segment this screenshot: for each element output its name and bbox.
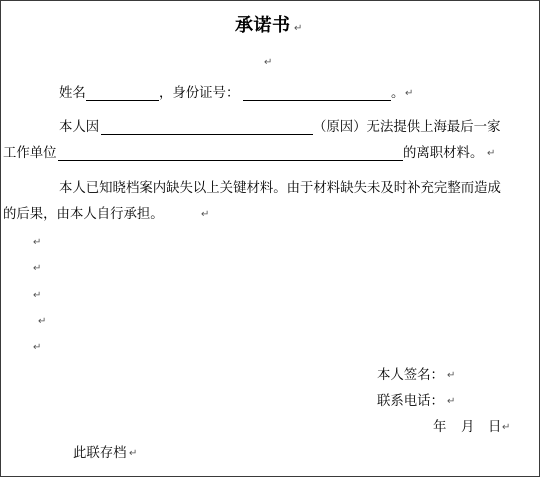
document-title: 承诺书 xyxy=(235,15,291,36)
date-year-label: 年 xyxy=(433,420,447,435)
empty-paragraph-mark-icon: ↵ xyxy=(33,342,42,353)
reason-line-suffix: （原因）无法提供上海最后一家 xyxy=(313,120,501,135)
name-line-end-period: 。 xyxy=(391,86,405,101)
paragraph-mark-icon: ↵ xyxy=(201,209,210,220)
paragraph-mark-icon: ↵ xyxy=(405,88,414,99)
signature-label: 本人签名： xyxy=(377,368,444,383)
name-label: 姓名 xyxy=(59,86,86,101)
empty-paragraph-mark-icon: ↵ xyxy=(33,290,42,301)
acknowledgement-text-line-2: 的后果，由本人自行承担。 xyxy=(3,207,164,222)
empty-paragraph-mark-icon: ↵ xyxy=(264,57,273,68)
acknowledgement-text-line-1: 本人已知晓档案内缺失以上关键材料。由于材料缺失未及时补充完整而造成 xyxy=(59,181,501,196)
paragraph-mark-icon: ↵ xyxy=(294,23,303,34)
employer-line-prefix: 工作单位 xyxy=(3,146,57,161)
phone-label: 联系电话： xyxy=(377,394,444,409)
reason-line-prefix: 本人因 xyxy=(59,120,100,135)
empty-paragraph-mark-icon: ↵ xyxy=(38,316,47,327)
id-number-blank-field[interactable] xyxy=(243,85,391,101)
date-month-label: 月 xyxy=(461,420,475,435)
archive-copy-note: 此联存档 xyxy=(73,446,127,461)
paragraph-mark-icon: ↵ xyxy=(487,148,496,159)
id-number-label: ，身份证号： xyxy=(159,86,240,101)
employer-line-suffix: 的离职材料。 xyxy=(403,146,484,161)
employer-blank-field[interactable] xyxy=(58,145,403,161)
date-day-label: 日 xyxy=(488,420,502,435)
paragraph-mark-icon: ↵ xyxy=(502,422,511,433)
empty-paragraph-mark-icon: ↵ xyxy=(33,263,42,274)
name-blank-field[interactable] xyxy=(86,85,159,101)
paragraph-mark-icon: ↵ xyxy=(447,396,456,407)
reason-blank-field[interactable] xyxy=(101,119,313,135)
paragraph-mark-icon: ↵ xyxy=(447,370,456,381)
empty-paragraph-mark-icon: ↵ xyxy=(33,237,42,248)
paragraph-mark-icon: ↵ xyxy=(129,448,138,459)
